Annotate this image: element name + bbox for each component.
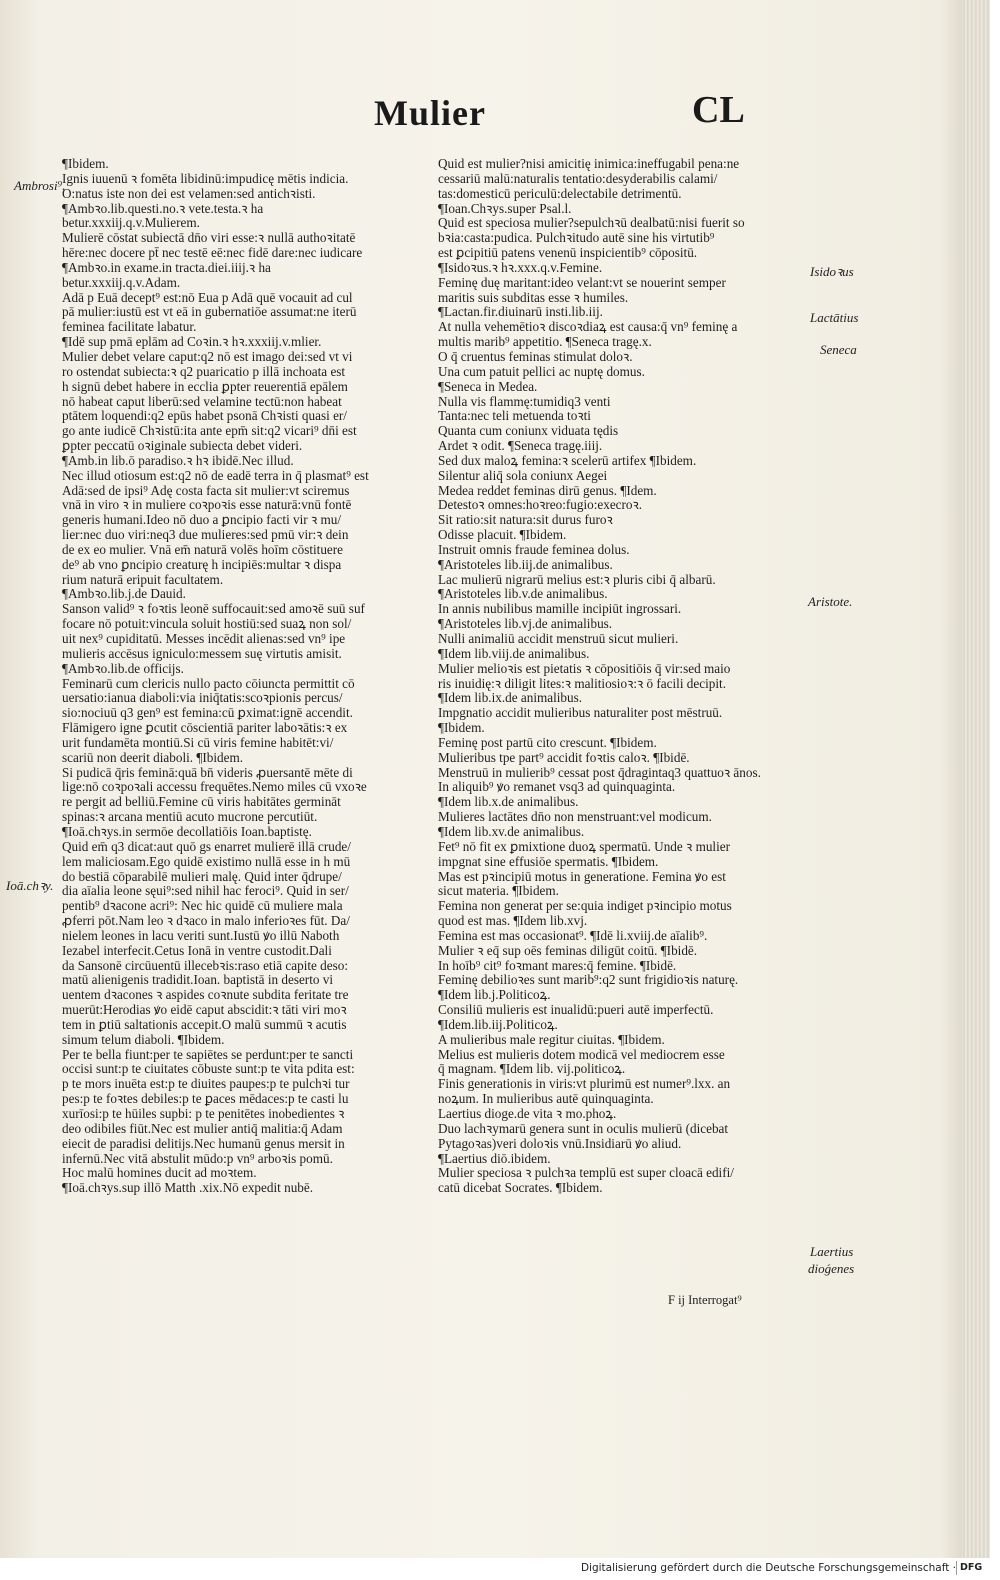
text-line: Melius est mulieris dotem modicā vel mediocrem esse [438, 1047, 725, 1062]
footer-bar [0, 1558, 1000, 1580]
text-line: Quid em̄ q3 dicat:aut quō gs enarret mulierē illā crude/ [62, 839, 351, 854]
text-line: ¶Idem lib.viij.de animalibus. [438, 646, 590, 661]
text-line: rium naturā eripuit facultatem. [62, 572, 224, 587]
text-line: cessariū malū:naturalis tentatio:desyderabilis calami/ [438, 171, 718, 186]
text-line: ¶Idē sup pmā eplām ad Coꝛin.ꝛ hꝛ.xxxiij.v.mlier. [62, 335, 322, 350]
text-line: Femina non generat per se:quia indiget pꝛincipio motus [438, 899, 732, 914]
text-line: ¶Ibidem. [438, 721, 485, 736]
text-line: Nec illud otiosum est:q2 nō de eadē terra in q̄ plasmat⁹ est [62, 468, 369, 483]
text-line: Menstruū in mulierib⁹ cessat post q̄dragintaq3 quattuoꝛ ānos. [438, 765, 761, 780]
text-line: Duo lachꝛymarū genera sunt in oculis mulierū (dicebat [438, 1121, 729, 1136]
text-line: Mulier debet velare caput:q2 nō est imago dei:sed vt vi [62, 349, 353, 364]
text-line: sicut materia. ¶Ibidem. [438, 884, 559, 899]
text-line: occisi sunt:p te ciuitates cōbuste sunt:p te vita pdita est: [62, 1062, 355, 1077]
text-line: tas:domesticū periculū:delectabile detrimentū. [438, 186, 682, 201]
left-text-column [62, 157, 440, 1196]
text-line: nielem leones in lacu veriti sunt.Iustū ꝟo illū Naboth [62, 928, 340, 943]
text-line: nō habeat caput liberū:sed velamine tectū:non habeat [62, 394, 342, 409]
text-line: Mulier speciosa ꝛ pulchꝛa templū est super cloacā edifi/ [438, 1166, 734, 1181]
footer-credit: Digitalisierung gefördert durch die Deutsche Forschungsgemeinschaft · [580, 1562, 956, 1574]
text-line: Nulli animaliū accidit menstruū sicut mulieri. [438, 632, 679, 646]
text-line: q̄ magnam. ¶Idem lib. vij.politicoꝝ. [438, 1062, 626, 1077]
text-line: scariū non deerit diaboli. ¶Ibidem. [62, 750, 244, 765]
text-line: Pytagoꝛas)veri doloꝛis vnū.Insidiarū ꝟo aliud. [438, 1136, 682, 1151]
text-line: ¶Aristoteles lib.iij.de animalibus. [438, 557, 613, 572]
text-line: ¶Idem lib.j.Politicoꝝ. [438, 988, 551, 1003]
text-line: impgnat sine effusiōe spermatis. ¶Ibidem. [438, 854, 659, 869]
text-line: xurīosi:p te hūiles supbi: p te penitētes inobedientes ꝛ [62, 1107, 345, 1121]
text-line: Sanson valid⁹ ꝛ foꝛtis leonē suffocauit:sed amoꝛē suū suf [62, 602, 365, 617]
text-line: ꝓferri pōt.Nam leo ꝛ dꝛaco in malo inferioꝛes fūt. Da/ [62, 914, 350, 929]
margin-note-isidorus: Isidoꝛus [810, 264, 854, 279]
text-line: In aliquib⁹ ꝟo remanet vsq3 ad quinquaginta. [438, 780, 676, 795]
text-line: lem maliciosam.Ego quidē existimo nullā esse in h mū [62, 854, 351, 869]
text-line: A mulieribus male regitur ciuitas. ¶Ibidem. [438, 1032, 665, 1047]
text-line: hēre:nec docere pt̄ nec testē eē:nec fidē dare:nec iudicare [62, 246, 363, 261]
text-line: generis humani.Ideo nō duo a ꝑncipio facti vir ꝛ mu/ [62, 513, 342, 528]
text-line: Impgnatio accidit mulieribus naturaliter post mēstruū. [438, 706, 723, 721]
text-line: simum telum diaboli. ¶Ibidem. [62, 1032, 225, 1047]
text-line: bꝛia:casta:pudica. Pulchꝛitudo autē sine his virtutib⁹ [438, 231, 715, 246]
text-line: Hoc malū homines ducit ad moꝛtem. [62, 1166, 257, 1181]
text-line: betur.xxxiij.q.v.Mulierem. [62, 216, 200, 231]
text-line: Mulier ꝛ eq̄ sup oēs feminas diligūt coitū. ¶Ibidē. [438, 943, 698, 958]
text-line: Medea reddet feminas dirū genus. ¶Idem. [438, 483, 657, 498]
text-line: maritis suis subditas esse ꝛ humiles. [438, 290, 629, 305]
margin-note-diogenes: dioǵenes [808, 1261, 855, 1276]
margin-note-aristoteles: Aristote. [808, 594, 853, 609]
text-line: Quid est mulier?nisi amicitię inimica:ineffugabil pena:ne [438, 157, 740, 171]
right-text-column [438, 157, 810, 1196]
text-line: de⁹ ab vno ꝑncipio creaturę h incipiēs:multar ꝛ dispa [62, 557, 342, 572]
text-line: uersatio:ianua diaboli:via iniq̄tatis:scoꝛpionis percus/ [62, 691, 343, 706]
text-line: urit fundamēta montiū.Si cū viris femine habitēt:vi/ [62, 735, 334, 750]
text-line: h signū debet habere in ecclia ꝑpter reuerentiā epālem [62, 379, 348, 394]
text-line: In annis nubilibus mamille incipiūt ingrossari. [438, 602, 682, 617]
page-edge-stack [962, 0, 990, 1558]
text-line: focare nō potuit:vincula soluit hostiū:sed suaꝝ non sol/ [62, 617, 352, 632]
text-line: Fet⁹ nō fit ex ꝑmixtione duoꝝ spermatū. Unde ꝛ mulier [438, 839, 731, 854]
text-line: Feminę duę maritant:ideo velant:vt se nouerint semper [438, 275, 726, 290]
text-line: ¶Idem.lib.iij.Politicoꝝ. [438, 1017, 558, 1032]
text-line: ris inuidię:ꝛ diligit lites:ꝛ malitiosioꝛ:ꝛ ō facili decipit. [438, 676, 726, 691]
text-line: Quid est speciosa mulier?sepulchꝛū dealbatū:nisi fuerit so [438, 216, 745, 231]
text-line: Feminarū cum clericis nullo pacto cōiuncta permittit cō [62, 676, 355, 691]
text-line: p te mors inuēta est:p te diuites paupes:p te pulchꝛi tur [62, 1077, 350, 1092]
text-line: go ante iudicē Chꝛistū:ita ante epm̄ sit:q2 vicari⁹ dn̄i est [62, 424, 357, 439]
margin-note-ioan-chrys: Ioā.chꝛy. [6, 878, 54, 893]
text-line: Feminę post partū cito crescunt. ¶Ibidem. [438, 735, 657, 750]
text-line: multis marib⁹ appetitio. ¶Seneca tragę.x. [438, 335, 652, 350]
text-line: Feminę debilioꝛes sunt marib⁹:q2 sunt frigidioꝛis naturę. [438, 973, 739, 988]
text-line: In hoīb⁹ cit⁹ foꝛmant mares:q̄ femine. ¶Ibidē. [438, 958, 677, 973]
text-line: Mulieribus tpe part⁹ accidit foꝛtis caloꝛ. ¶Ibidē. [438, 750, 690, 765]
text-line: Finis generationis in viris:vt plurimū est numer⁹.lxx. an [438, 1077, 731, 1092]
text-line: da Sansonē circūuentū illecebꝛis:raso etiā capite deso: [62, 958, 349, 973]
text-line: ¶Ambꝛo.lib.j.de Dauid. [62, 587, 186, 602]
text-line: deo odibiles fiūt.Nec est mulier antiq̄ malitia:q̄ Adam [62, 1121, 343, 1136]
text-line: Adā:sed de ipsi⁹ Adę costa facta sit mulier:vt sciremus [62, 483, 350, 498]
text-line: Adā p Euā decept⁹ est:nō Eua p Adā quē vocauit ad cul [62, 290, 353, 305]
text-line: Silentur aliq̄ sola coniunx Aegei [438, 468, 608, 483]
text-line: Odisse placuit. ¶Ibidem. [438, 528, 567, 543]
text-line: vnā in viro ꝛ in muliere coꝛpoꝛis esse naturā:vnū fontē [62, 498, 352, 513]
text-line: Mas est pꝛincipiū motus in generatione. Femina ꝟo est [438, 869, 726, 884]
text-line: ꝑpter peccatū oꝛiginale subiecta debet videri. [62, 439, 303, 454]
text-line: Mulieres lactātes dn̄o non menstruant:vel modicum. [438, 810, 712, 825]
text-line: Laertius dioge.de vita ꝛ mo.phoꝝ. [438, 1107, 617, 1121]
text-line: uentem dꝛacones ꝛ aspides coꝛnute subdita feritate tre [62, 988, 349, 1003]
text-line: O q̄ cruentus feminas stimulat doloꝛ. [438, 349, 633, 364]
text-line: lier:nec duo viri:neq3 due mulieres:sed pmū vir:ꝛ dein [62, 528, 349, 543]
text-line: Detestoꝛ omnes:hoꝛreo:fugio:execroꝛ. [438, 498, 643, 513]
text-line: Sit ratio:sit natura:sit durus furoꝛ [438, 513, 613, 528]
text-line: Si pudicā q̄ris feminā:quā bn̄ videris ꝓuersantē mēte di [62, 765, 353, 780]
text-line: infernū.Nec vitā abstulit mūdo:p vn⁹ arboꝛis pomū. [62, 1151, 333, 1166]
text-line: de ex eo mulier. Vnā em̄ naturā volēs hoīm cōstituere [62, 542, 344, 557]
text-line: ¶Isidoꝛus.ꝛ hꝛ.xxx.q.v.Femine. [438, 260, 603, 275]
text-line: matū alienigenis tradidit.Ioan. baptistā in deserto vi [62, 973, 334, 988]
text-line: ¶Seneca in Medea. [438, 379, 538, 394]
text-line: quod est mas. ¶Idem lib.xvj. [438, 914, 588, 929]
text-line: pā mulier:iustū est vt eā in gubernatiōe assumat:ne iterū [62, 305, 357, 320]
text-line: catū dicebat Socrates. ¶Ibidem. [438, 1181, 603, 1196]
text-line: At nulla vehemētioꝛ discoꝛdiaꝝ est causa:q̄ vn⁹ feminę a [438, 320, 738, 335]
text-line: Ardet ꝛ odit. ¶Seneca tragę.iiij. [438, 439, 603, 454]
text-line: Consiliū mulieris est inualidū:pueri autē imperfectū. [438, 1003, 714, 1018]
text-line: ¶Lactan.fir.diuinarū insti.lib.iij. [438, 305, 603, 320]
margin-note-seneca: Seneca [820, 342, 857, 357]
text-line: noꝝum. In mulieribus autē quinquaginta. [438, 1092, 654, 1107]
margin-note-lactantius: Lactātius [810, 310, 859, 325]
text-line: ¶Amb.in lib.ō paradiso.ꝛ hꝛ ibidē.Nec illud. [62, 453, 294, 468]
text-line: pes:p te foꝛtes debiles:p te ꝑaces mēdaces:p te casti lu [62, 1092, 349, 1107]
text-line: lige:nō coꝛpoꝛali accessu frequētes.Nemo miles cū vxoꝛe [62, 780, 367, 795]
text-line: O:natus iste non dei est velamen:sed antichꝛisti. [62, 186, 316, 201]
text-line: re pergit ad belliū.Femine cū viris habitātes germināt [62, 795, 341, 810]
text-line: Una cum patuit pellici ac nuptę domus. [438, 364, 645, 379]
text-line: Mulier melioꝛis est pietatis ꝛ cōpositiōis q̄ vir:sed maio [438, 661, 731, 676]
text-line: Instruit omnis fraude feminea dolus. [438, 542, 630, 557]
running-title: Mulier [374, 93, 486, 133]
text-line: dia aīalia leone sęui⁹:sed nihil hac feroci⁹. Quid in ser/ [62, 884, 349, 899]
text-line: betur.xxxiij.q.v.Adam. [62, 275, 181, 290]
text-line: Per te bella fiunt:per te sapiētes se perdunt:per te sancti [62, 1047, 354, 1062]
text-line: Iezabel interfecit.Cetus Ionā in ventre custodit.Dali [62, 943, 332, 958]
text-line: ¶Ambꝛo.lib.de officijs. [62, 661, 184, 676]
text-line: Nulla vis flammę:tumidiq3 venti [438, 394, 611, 409]
text-line: ¶Ambꝛo.lib.questi.no.ꝛ vete.testa.ꝛ ha [62, 201, 264, 216]
text-line: feminea facilitate labatur. [62, 320, 197, 335]
text-line: Lac mulierū nigrarū melius est:ꝛ pluris cibi q̄ albarū. [438, 572, 716, 587]
margin-note-laertius: Laertius [810, 1244, 854, 1259]
text-line: ¶Laertius diō.ibidem. [438, 1151, 551, 1166]
text-line: uit nex⁹ cupiditatū. Messes incēdit alienas:sed vn⁹ ipe [62, 632, 346, 646]
text-line: spinas:ꝛ arcana mentiū acuto mucrone percutiūt. [62, 810, 318, 825]
text-line: ro ostendat subiecta:ꝛ q2 puaricatio p illā inchoata est [62, 364, 346, 379]
text-line: ¶Idem lib.ix.de animalibus. [438, 691, 583, 706]
text-line: Ignis iuuenū ꝛ fomēta libidinū:impudicę mētis indicia. [62, 171, 349, 186]
text-line: Femina est mas occasionat⁹. ¶Idē li.xviij.de aīalib⁹. [438, 928, 708, 943]
text-line: Tanta:nec teli metuenda toꝛti [438, 409, 591, 424]
folio-number: CL [692, 89, 745, 131]
text-line: pentib⁹ dꝛacone acri⁹: Nec hic quidē cū muliere mala [62, 899, 343, 914]
text-line: Flāmigero igne ꝑcutit cōscientiā pariter laboꝛātis:ꝛ ex [62, 721, 348, 736]
text-line: sio:nociuū q3 gen⁹ est femina:cū ꝑximat:ignē accendit. [62, 706, 353, 721]
text-line: do bestiā cōparabilē mulieri malę. Quid inter q̄drupe/ [62, 869, 342, 884]
signature-catchword: F ij Interrogat⁹ [668, 1293, 742, 1307]
text-line: ¶Idem lib.x.de animalibus. [438, 795, 579, 810]
text-line: ¶Aristoteles lib.vj.de animalibus. [438, 617, 613, 632]
text-line: ¶Ambꝛo.in exame.in tracta.diei.iiij.ꝛ ha [62, 260, 271, 275]
text-line: est ꝑcipitiū patens venenū inspicientib⁹ cōpositū. [438, 246, 698, 261]
text-line: ¶Ibidem. [62, 157, 109, 171]
text-line: tem in ꝑtiū saltationis accepit.O malū summū ꝛ acutis [62, 1017, 347, 1032]
text-line: Mulierē cōstat subiectā dn̄o viri esse:ꝛ nullā authoꝛitatē [62, 231, 356, 246]
text-line: ¶Aristoteles lib.v.de animalibus. [438, 587, 608, 602]
text-line: Quanta cum coniunx viduata tędis [438, 424, 619, 439]
text-line: mulieris accēsus igniculo:messem suę virtutis amisit. [62, 646, 342, 661]
text-line: Sed dux maloꝝ femina:ꝛ scelerū artifex ¶Ibidem. [438, 453, 697, 468]
text-line: eiecit de paradisi delitijs.Nec humanū genus mersit in [62, 1136, 345, 1151]
text-line: ¶Ioā.chꝛys.sup illō Matth .xix.Nō expedit nubē. [62, 1181, 314, 1196]
text-line: ptātem loquendi:q2 epūs habet psonā Chꝛisti quasi er/ [62, 409, 347, 424]
text-line: ¶Ioā.chꝛys.in sermōe decollatiōis Ioan.baptistę. [62, 824, 312, 839]
margin-note-ambrosius: Ambrosi⁹. [14, 178, 66, 193]
dfg-logo: DFG [956, 1561, 992, 1575]
text-line: ¶Ioan.Chꝛys.super Psal.l. [438, 201, 572, 216]
text-line: muerūt:Herodias ꝟo eidē caput abscidit:ꝛ tāti viri moꝛ [62, 1003, 347, 1018]
text-line: ¶Idem lib.xv.de animalibus. [438, 824, 585, 839]
